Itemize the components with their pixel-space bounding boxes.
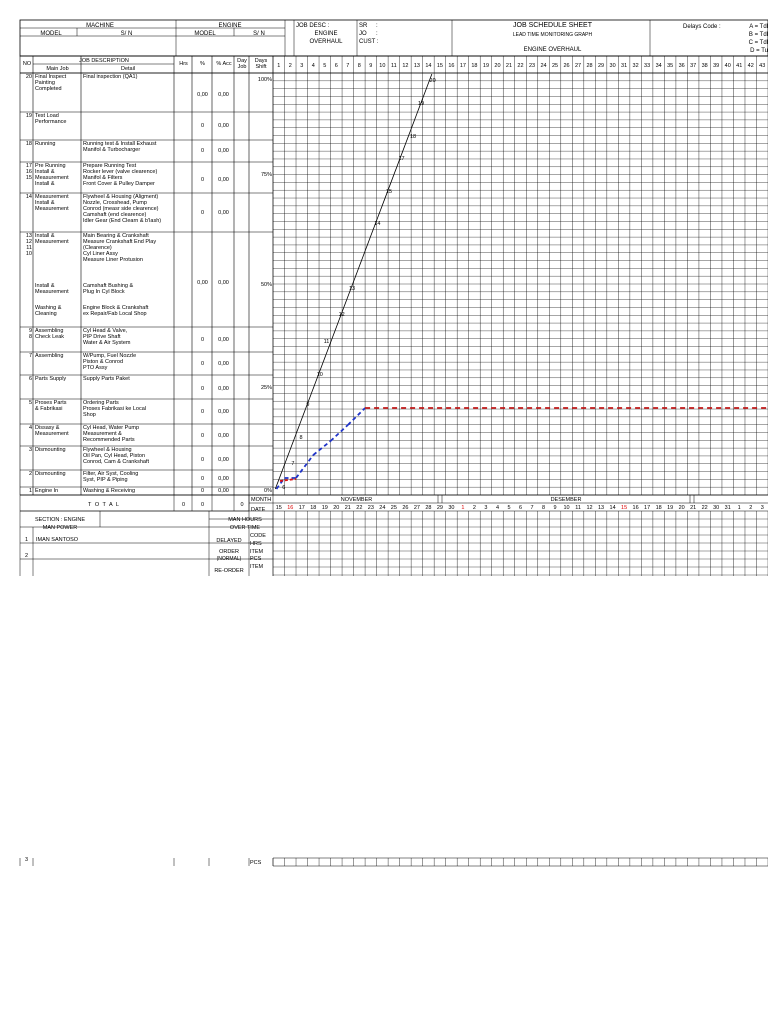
date-cell: 19 — [667, 505, 674, 511]
col-pct-acc: % Acc — [216, 61, 232, 67]
date-cell: 27 — [413, 505, 420, 511]
row-detail: Washing & Receiving — [83, 488, 136, 494]
date-cell: 17 — [298, 505, 305, 511]
row-main-job: Washing & Cleaning — [35, 305, 62, 317]
day-number: 27 — [574, 63, 582, 69]
row-detail: Flywheel & Housing (Aligment) Nozzle, Crosshead, Pump Conrod (measr side clearence) Camshaft (end clearence) Idler Gear (End Clearn & b'lash) — [83, 194, 162, 224]
sr-colon: : — [376, 23, 378, 29]
date-cell: 22 — [356, 505, 363, 511]
col-main-job: Main Job — [46, 66, 69, 72]
row-pct: 0 — [200, 361, 205, 367]
reorder-label: RE-ORDER — [214, 568, 244, 574]
date-cell: 16 — [287, 505, 294, 511]
row-no: 17 16 15 — [25, 163, 32, 181]
col-days-shift: Days Shift — [254, 58, 268, 70]
row-no: 14 — [25, 194, 32, 200]
progress-marker: 17 — [398, 156, 405, 162]
day-number: 43 — [759, 63, 766, 69]
row-days-shift: 50% — [260, 282, 272, 288]
row-main-job: Assembling Check Leak — [35, 328, 65, 340]
order-label: ORDER — [219, 549, 239, 555]
date-cell: 12 — [586, 505, 593, 511]
day-number: 38 — [701, 63, 708, 69]
date-cell: 3 — [760, 505, 764, 511]
day-number: 33 — [644, 63, 651, 69]
row-main-job: Install & Measurement — [35, 283, 69, 295]
date-cell: 28 — [425, 505, 432, 511]
progress-marker: 20 — [429, 78, 436, 84]
date-cell: 8 — [541, 505, 546, 511]
row-pct-acc: 0,00 — [218, 148, 229, 154]
delay-code-d: D = Tu — [750, 48, 768, 54]
row-main-job: Dissasy & Measurement — [35, 425, 69, 437]
date-cell: 15 — [275, 505, 282, 511]
row-no: 9 8 — [28, 328, 32, 340]
row-pct: 0,00 — [197, 92, 208, 98]
row-pct: 0 — [200, 210, 205, 216]
day-number: 6 — [334, 63, 338, 69]
job-desc-value-2: OVERHAUL — [309, 39, 343, 45]
day-number: 28 — [586, 63, 593, 69]
date-cell: 20 — [333, 505, 340, 511]
row-no: 3 — [28, 447, 32, 453]
date-cell: 26 — [402, 505, 409, 511]
row-no: 20 — [25, 74, 32, 80]
total-label: T O T A L — [88, 502, 120, 508]
row-main-job: Parts Supply — [35, 376, 67, 382]
row-days-shift: 100% — [257, 77, 272, 83]
day-number: 19 — [482, 63, 490, 69]
row-pct: 0 — [200, 337, 205, 343]
day-number: 31 — [621, 63, 628, 69]
day-number: 42 — [747, 63, 754, 69]
row-pct: 0 — [200, 123, 205, 129]
progress-marker: 14 — [374, 221, 381, 227]
row-no: 4 — [28, 425, 32, 431]
row-pct-acc: 0,00 — [218, 457, 229, 463]
machine-model-label: MODEL — [40, 31, 62, 37]
date-cell: 14 — [609, 505, 616, 511]
date-cell: 30 — [713, 505, 720, 511]
day-number: 23 — [528, 63, 536, 69]
date-cell: 23 — [367, 505, 374, 511]
row-detail: Flywheel & Housing Oil Pan, Cyl Head, Piston Conrod, Cam & Crankshaft — [83, 447, 150, 465]
mp1-no: 1 — [25, 537, 29, 543]
row-detail: W/Pump, Fuel Nozzle Piston & Conrod PTO Assy — [83, 353, 137, 371]
pcs-label-2: PCS — [250, 860, 262, 866]
day-number: 34 — [655, 63, 662, 69]
pcs-label: PCS — [250, 556, 262, 562]
day-number: 24 — [540, 63, 547, 69]
progress-marker: 6 — [282, 485, 286, 491]
item-label-2: ITEM — [250, 564, 264, 570]
row-main-job: Pre Running Install & Measurement Install & — [35, 163, 69, 187]
day-number: 22 — [517, 63, 524, 69]
actual-progress-segment — [348, 408, 365, 425]
job-desc-value-1: ENGINE — [314, 31, 338, 37]
progress-marker: 11 — [323, 339, 330, 345]
row-pct: 0 — [200, 177, 205, 183]
sheet-title: JOB SCHEDULE SHEET — [513, 22, 592, 29]
delay-code-b: B = Tdl — [748, 32, 768, 38]
date-cell: 1 — [737, 505, 741, 511]
col-detail: Detail — [120, 66, 136, 72]
row-main-job: Install & Measurement — [35, 233, 69, 245]
date-cell: 24 — [379, 505, 386, 511]
col-hrs: Hrs — [179, 61, 188, 67]
day-number: 16 — [448, 63, 455, 69]
row-main-job: Measurement Install & Measurement — [35, 194, 69, 212]
day-number: 26 — [563, 63, 570, 69]
row-pct-acc: 0,00 — [218, 123, 229, 129]
date-cell: 20 — [678, 505, 685, 511]
day-number: 30 — [609, 63, 616, 69]
progress-marker: 15 — [385, 189, 392, 195]
delay-code-a: A = Tdl — [749, 24, 768, 30]
mp3-no: 3 — [25, 857, 29, 863]
item-label: ITEM — [250, 549, 264, 555]
row-pct-acc: 0,00 — [218, 488, 229, 494]
date-cell: 21 — [344, 505, 351, 511]
engine-label: ENGINE — [218, 23, 242, 29]
day-number: 39 — [713, 63, 720, 69]
engine-model-label: MODEL — [194, 31, 216, 37]
row-pct-acc: 0,00 — [218, 409, 229, 415]
hrs-label: HRS — [250, 541, 262, 547]
sheet-subtitle-2: ENGINE OVERHAUL — [523, 47, 582, 53]
day-number: 12 — [402, 63, 409, 69]
row-main-job: Dismounting — [35, 447, 66, 453]
row-detail: Final inspection (QA1) — [83, 74, 138, 80]
row-days-shift: 0% — [264, 488, 272, 494]
date-cell: 13 — [598, 505, 605, 511]
col-job-description: JOB DESCRIPTION — [79, 58, 129, 64]
row-main-job: Running — [35, 141, 56, 147]
day-number: 3 — [300, 63, 304, 69]
row-pct-acc: 0,00 — [218, 386, 229, 392]
progress-marker: 10 — [316, 372, 323, 378]
row-days-shift: 25% — [260, 385, 272, 391]
day-number: 18 — [471, 63, 478, 69]
day-number: 15 — [436, 63, 443, 69]
day-number: 11 — [391, 63, 397, 69]
month-desember: DESEMBER — [550, 497, 582, 503]
row-no: 5 — [28, 400, 32, 406]
month-label: MONTH — [251, 497, 272, 503]
date-cell: 6 — [518, 505, 523, 511]
row-no: 13 12 11 10 — [25, 233, 32, 257]
day-number: 40 — [724, 63, 731, 69]
row-pct: 0 — [200, 476, 205, 482]
row-no: 18 — [25, 141, 32, 147]
actual-progress-segment — [331, 425, 348, 441]
date-cell: 2 — [749, 505, 753, 511]
date-cell: 30 — [448, 505, 455, 511]
date-cell: 21 — [690, 505, 697, 511]
man-hours-label: MAN HOURS — [228, 517, 262, 523]
row-detail: Prepare Running Test Rocker lever (valve clearence) Manifol & Filters Front Cover & Pulley Damper — [83, 163, 158, 187]
row-detail: Cyl Head, Water Pump Measurement & Recommended Parts — [83, 425, 140, 443]
actual-progress-segment — [296, 455, 313, 478]
total-dayjob: 0 — [240, 502, 244, 508]
date-cell: 11 — [575, 505, 581, 511]
row-pct-acc: 0,00 — [218, 280, 229, 286]
delays-code-label: Delays Code : — [683, 24, 721, 30]
row-pct-acc: 0,00 — [218, 177, 229, 183]
day-number: 17 — [459, 63, 466, 69]
jo-label: JO — [359, 31, 367, 37]
row-pct-acc: 0,00 — [218, 210, 229, 216]
progress-marker: 13 — [348, 286, 356, 292]
date-cell: 19 — [321, 505, 328, 511]
day-number: 9 — [369, 63, 373, 69]
mp2-no: 2 — [25, 553, 29, 559]
section-label: SECTION : ENGINE — [34, 517, 86, 523]
date-cell: 29 — [436, 505, 443, 511]
day-number: 13 — [413, 63, 420, 69]
row-pct: 0 — [200, 488, 205, 494]
date-cell: 18 — [655, 505, 662, 511]
delay-code-c: C = Tdl — [748, 40, 768, 46]
total-pct: 0 — [200, 502, 205, 508]
over-time-label: OVER TIME — [229, 525, 261, 531]
sr-label: SR — [359, 23, 368, 29]
row-main-job: Assembling — [35, 353, 64, 359]
day-number: 7 — [346, 63, 350, 69]
row-pct: 0,00 — [197, 280, 208, 286]
row-no: 1 — [28, 488, 32, 494]
row-detail: Main Bearing & Crankshaft Measure Crankshaft End Play (Clearence) Cyl Liner Assy Measure Liner Protusion — [83, 233, 157, 263]
day-number: 35 — [667, 63, 674, 69]
mp1-name: IMAN SANTOSO — [36, 537, 79, 543]
row-pct-acc: 0,00 — [218, 337, 229, 343]
day-number: 41 — [736, 63, 743, 69]
row-pct-acc: 0,00 — [218, 476, 229, 482]
date-cell: 22 — [701, 505, 708, 511]
date-cell: 7 — [530, 505, 534, 511]
row-days-shift: 75% — [260, 172, 272, 178]
day-number: 14 — [425, 63, 432, 69]
row-detail: Camshaft Bushing & Plug In Cyl Block — [83, 283, 134, 295]
row-no: 19 — [25, 113, 32, 119]
row-pct-acc: 0,00 — [218, 361, 229, 367]
row-detail: Ordering Parts Proses Fabrikasi ke Local Shop — [83, 400, 146, 418]
row-main-job: Test Load Performance — [35, 113, 67, 125]
col-pct: % — [200, 61, 205, 67]
date-cell: 2 — [472, 505, 476, 511]
machine-label: MACHINE — [86, 23, 114, 29]
row-main-job: Proses Parts & Fabrikasi — [35, 400, 67, 412]
cust-label: CUST : — [359, 39, 379, 45]
date-cell: 16 — [632, 505, 639, 511]
row-main-job: Engine In — [35, 488, 59, 494]
man-power-label: MAN POWER — [42, 525, 78, 531]
total-hrs: 0 — [181, 502, 186, 508]
progress-marker: 19 — [418, 101, 425, 107]
date-cell: 5 — [507, 505, 511, 511]
progress-marker: 12 — [338, 312, 345, 318]
day-number: 10 — [379, 63, 386, 69]
date-cell: 18 — [310, 505, 317, 511]
date-cell: 4 — [495, 505, 499, 511]
row-no: 6 — [28, 376, 32, 382]
sheet-subtitle: LEAD TIME MONITORING GRAPH — [512, 32, 593, 38]
day-number: 25 — [551, 63, 559, 69]
day-number: 29 — [598, 63, 605, 69]
month-november: NOVEMBER — [340, 497, 373, 503]
date-label: DATE — [251, 507, 266, 513]
row-pct: 0 — [200, 433, 205, 439]
row-detail: Supply Parts Paket — [83, 376, 130, 382]
row-detail: Running test & Install Exhaust Manifol & Turbocharger — [83, 141, 157, 153]
date-cell: 25 — [390, 505, 397, 511]
engine-sn-label: S/ N — [253, 31, 265, 37]
row-pct: 0 — [200, 409, 205, 415]
progress-marker: 18 — [409, 134, 417, 140]
day-number: 8 — [357, 63, 361, 69]
day-number: 37 — [690, 63, 697, 69]
row-pct-acc: 0,00 — [218, 92, 229, 98]
progress-marker: 9 — [306, 402, 310, 408]
col-no: NO — [22, 61, 32, 67]
day-number: 1 — [277, 63, 281, 69]
row-pct: 0 — [200, 148, 205, 154]
date-cell: 9 — [553, 505, 557, 511]
day-number: 36 — [678, 63, 685, 69]
delayed-label: DELAYED — [216, 538, 242, 544]
day-number: 5 — [323, 63, 327, 69]
machine-sn-label: S/ N — [120, 31, 133, 37]
row-no: 2 — [28, 471, 32, 477]
row-pct: 0 — [200, 457, 205, 463]
date-cell: 3 — [484, 505, 488, 511]
col-day-job: Day Job — [237, 58, 247, 70]
jo-colon: : — [376, 31, 378, 37]
day-number: 21 — [505, 63, 513, 69]
row-pct: 0 — [200, 386, 205, 392]
row-detail: Cyl Head & Valve, PIP Drive Shaft Water & Air System — [83, 328, 131, 346]
date-cell: 1 — [461, 505, 465, 511]
row-detail: Filter, Air Syst, Cooling Syst, PIP & Piping — [83, 471, 139, 483]
code-label: CODE — [250, 533, 266, 539]
day-number: 2 — [288, 63, 292, 69]
row-no: 7 — [28, 353, 32, 359]
date-cell: 31 — [724, 505, 731, 511]
date-cell: 10 — [563, 505, 570, 511]
row-main-job: Dismounting — [35, 471, 66, 477]
day-number: 4 — [311, 63, 315, 69]
row-pct-acc: 0,00 — [218, 433, 229, 439]
date-cell: 15 — [621, 505, 628, 511]
progress-marker: 7 — [291, 461, 295, 467]
progress-marker: 8 — [299, 435, 303, 441]
date-cell: 17 — [644, 505, 651, 511]
job-desc-label: JOB DESC : — [296, 23, 330, 29]
day-number: 32 — [632, 63, 639, 69]
day-number: 20 — [494, 63, 501, 69]
row-main-job: Final Inspect Painting Completed — [35, 74, 67, 92]
row-detail: Engine Block & Crankshaft ex Repair/Fab Local Shop — [83, 305, 149, 317]
normal-label: (NORMAL) — [216, 556, 242, 562]
